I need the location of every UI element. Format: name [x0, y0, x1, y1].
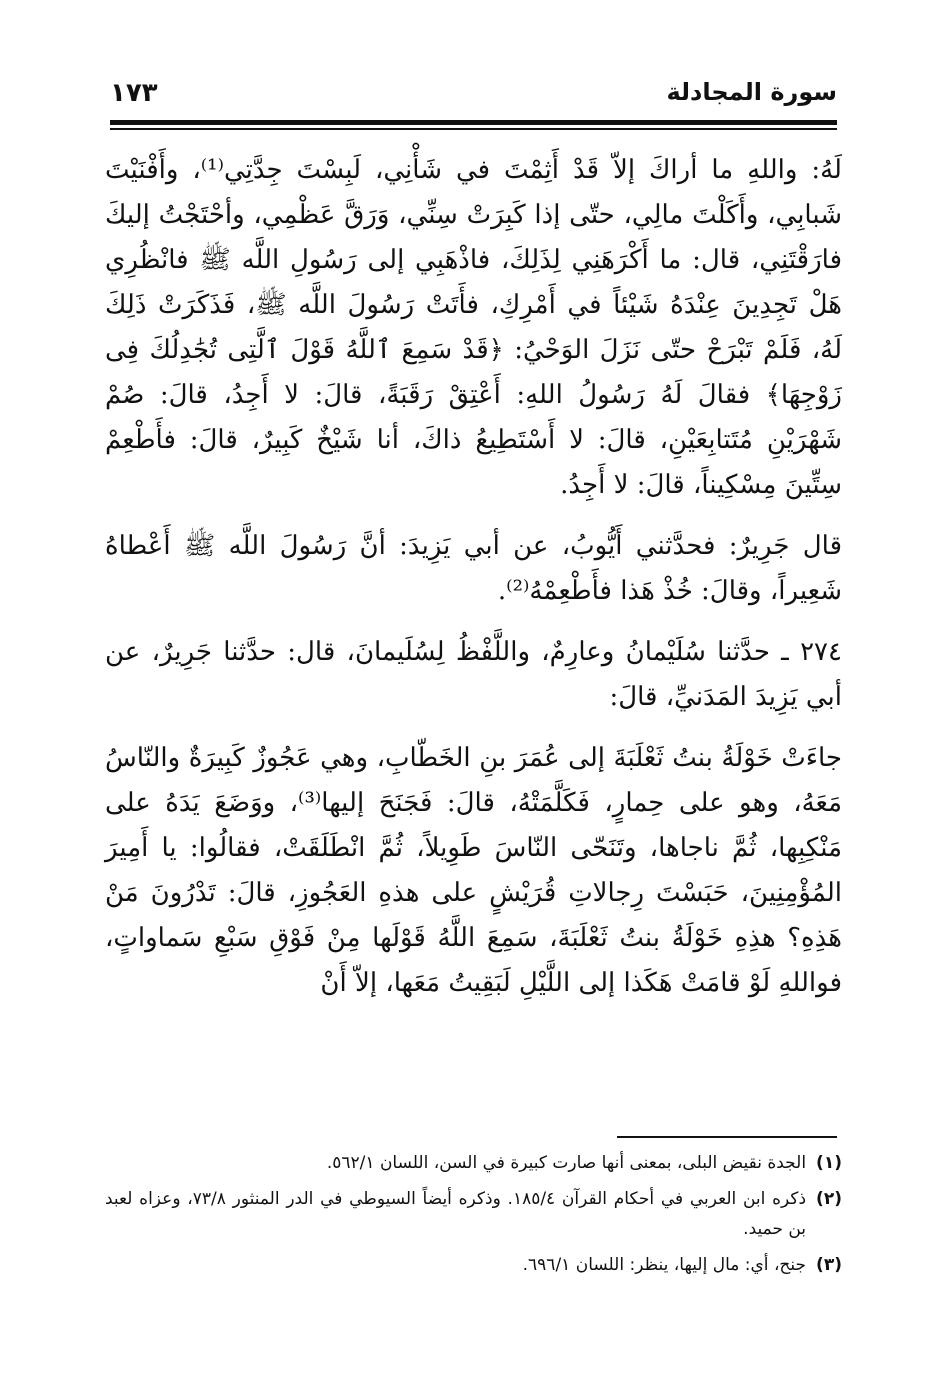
footnote-number: (١) — [816, 1153, 842, 1173]
footnote-number: (٣) — [816, 1255, 842, 1275]
paragraph: جاءَتْ خَوْلَةُ بنتُ ثَعْلَبَةَ إلى عُمَرَ بنِ الخَطّابِ، وهي عَجُوزٌ كَبِيرَةٌ والنّاسُ مَعَهُ، وهو على حِمارٍ، فَكَلَّمَتْهُ، قالَ: فَجَنَحَ إليها⁽³⁾، ووَضَعَ يَدَهُ على مَنْكِبِها، ثُمَّ ناجاها، وتَنَحّى النّاسَ طَوِيلاً، ثُمَّ انْطَلَقَتْ، فقالُوا: يا أَمِيرَ المُؤْمِنِينَ، حَبَسْتَ رِجالاتِ قُرَيْشٍ على هذهِ العَجُوزِ، قالَ: تَدْرُونَ مَنْ هَذِهِ؟ هذِهِ خَوْلَةُ بنتُ ثَعْلَبَةَ، سَمِعَ اللَّهُ قَوْلَها مِنْ فَوْقِ سَبْعِ سَماواتٍ، فواللهِ لَوْ قامَتْ هَكَذا إلى اللَّيْلِ لَبَقِيتُ مَعَها، إلاّ أَنْ — [105, 743, 843, 998]
footnote — [105, 1250, 842, 1280]
footnotes — [105, 1148, 842, 1286]
footnote — [105, 1148, 842, 1178]
page-number: ١٧٣ — [110, 78, 158, 108]
paragraph: لَهُ: واللهِ ما أراكَ إلاّ قَدْ أَثِمْتَ في شَأْنِي، لَبِسْتَ جِدَّتِي⁽¹⁾، وأَفْنَيْتَ شَبابِي، وأَكَلْتَ مالِي، حتّى إذا كَبِرَتْ سِنِّي، وَرَقَّ عَظْمِي، وأحْتَجْتُ إليكَ فارَقْتَنِي، قال: ما أَكْرَهَنِي لِذَلِكَ، فاذْهَبِي إلى رَسُولِ اللَّه ﷺ فانْظُرِي هَلْ تَجِدِينَ عِنْدَهُ شَيْئاً في أَمْرِكِ، فأَتَتْ رَسُولَ اللَّه ﷺ، فَذَكَرَتْ ذَلِكَ لَهُ، فَلَمْ تَبْرَحْ حتّى نَزَلَ الوَحْيُ: ﴿قَدْ سَمِعَ ٱللَّهُ قَوْلَ ٱلَّتِى تُجَٰدِلُكَ فِى زَوْجِهَا﴾ فقالَ لَهُ رَسُولُ اللهِ: أَعْتِقْ رَقَبَةً، قالَ: لا أَجِدُ، قالَ: صُمْ شَهْرَيْنِ مُتَتابِعَيْنِ، قالَ: لا أَسْتَطِيعُ ذاكَ، أنا شَيْخٌ كَبِيرٌ، قالَ: فأَطْعِمْ سِتِّينَ مِسْكِيناً، قالَ: لا أَجِدُ. — [105, 155, 842, 500]
paragraph: ٢٧٤ ـ حدَّثنا سُلَيْمانُ وعارِمٌ، واللَّفْظُ لِسُلَيمانَ، قال: حدَّثنا جَرِيرٌ، عن أبي يَزِيدَ المَدَنيِّ، قالَ: — [105, 637, 842, 712]
footnote-text: ذكره ابن العربي في أحكام القرآن ١٨٥/٤. وذكره أيضاً السيوطي في الدر المنثور ٧٣/٨، وعزاه لعبد بن حميد. — [105, 1189, 807, 1239]
header-rule-thin — [110, 128, 837, 130]
footnote-text: جنح، أي: مال إليها، ينظر: اللسان ٦٩٦/١. — [522, 1255, 807, 1275]
header-rule-thick — [110, 120, 837, 125]
footnote-number: (٢) — [816, 1189, 842, 1209]
footnote — [105, 1184, 842, 1244]
footnote-separator — [617, 1136, 837, 1138]
footnote-text: الجدة نقيض البلى، بمعنى أنها صارت كبيرة في السن، اللسان ٥٦٢/١. — [326, 1153, 807, 1173]
page-header — [110, 78, 837, 118]
paragraph: قال جَرِيرٌ: فحدَّثني أَيُّوبُ، عن أبي يَزِيدَ: أنَّ رَسُولَ اللَّه ﷺ أَعْطاهُ شَعِيراً، وقالَ: خُذْ هَذا فأَطْعِمْهُ⁽²⁾. — [105, 531, 842, 606]
running-title: سورة المجادلة — [666, 78, 837, 106]
main-text — [105, 148, 842, 1006]
